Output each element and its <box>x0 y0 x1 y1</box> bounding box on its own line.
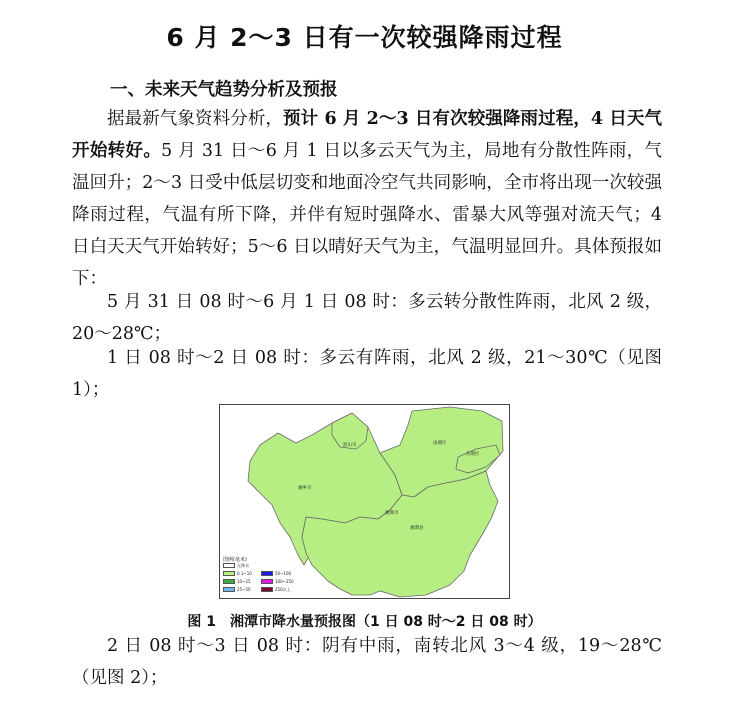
legend-label-2: 10~25 <box>237 579 251 584</box>
legend-swatch-4 <box>261 571 273 576</box>
legend-swatch-3 <box>223 587 235 592</box>
legend-swatch-0 <box>223 563 235 568</box>
document-title: 6 月 2～3 日有一次较强降雨过程 <box>166 23 563 52</box>
legend-label-0: 无降水 <box>237 563 249 568</box>
map-label-yuhu: 雨湖区 <box>433 441 447 446</box>
paragraph-intro: 据最新气象资料分析， <box>107 109 284 129</box>
paragraph-forecast-summary <box>72 103 662 295</box>
paragraph-key-forecast: 预计 6 月 2～3 日有次较强降雨过程，4 日天气开始转好。 <box>72 109 663 161</box>
legend-swatch-2 <box>223 579 235 584</box>
paragraph-detail: 5 月 31 日～6 月 1 日以多云天气为主，局地有分散性阵雨，气温回升；2～3 日受中低层切变和地面冷空气共同影响，全市将出现一次较强降雨过程，气温有所下降，并伴有短时强降水、雷暴大风等强对流天气；4 日白天天气开始转好；5～6 日以晴好天气为主，气温明显回升。具体预报如下： <box>72 141 663 289</box>
legend-swatch-5 <box>261 579 273 584</box>
map-legend <box>223 556 313 598</box>
legend-label-6: 250以上 <box>275 587 291 592</box>
legend-label-4: 50~100 <box>275 571 292 576</box>
map-label-yuetang: 岳塘区 <box>466 452 480 457</box>
legend-label-5: 100~250 <box>275 579 294 584</box>
map-label-xiangxiang: 湘乡市 <box>298 486 312 491</box>
paragraph-forecast-jun2: 2 日 08 时～3 日 08 时：阴有中雨，南转北风 3～4 级，19～28℃（见图 2）； <box>72 636 662 688</box>
paragraph-forecast-may31: 5 月 31 日 08 时～6 月 1 日 08 时：多云转分散性阵雨，北风 2 级，20～28℃； <box>72 292 662 344</box>
section-heading: 一、未来天气趋势分析及预报 <box>110 80 338 100</box>
map-label-xiangtan-county: 湘潭县 <box>410 526 424 531</box>
legend-swatch-1 <box>223 571 235 576</box>
legend-label-1: 0.1~10 <box>237 571 252 576</box>
precipitation-map <box>219 404 510 599</box>
legend-swatch-6 <box>261 587 273 592</box>
paragraph-forecast-jun1: 1 日 08 时～2 日 08 时：多云有阵雨，北风 2 级，21～30℃（见图 1）； <box>72 348 662 400</box>
legend-label-3: 25~50 <box>237 587 251 592</box>
map-label-xiangtan-city: 湘潭市 <box>385 511 399 516</box>
map-label-shaoshan: 韶山市 <box>343 443 357 448</box>
legend-title: 图例(毫米) <box>223 557 247 563</box>
figure-caption: 图 1 湘潭市降水量预报图（1 日 08 时～2 日 08 时） <box>187 614 542 630</box>
